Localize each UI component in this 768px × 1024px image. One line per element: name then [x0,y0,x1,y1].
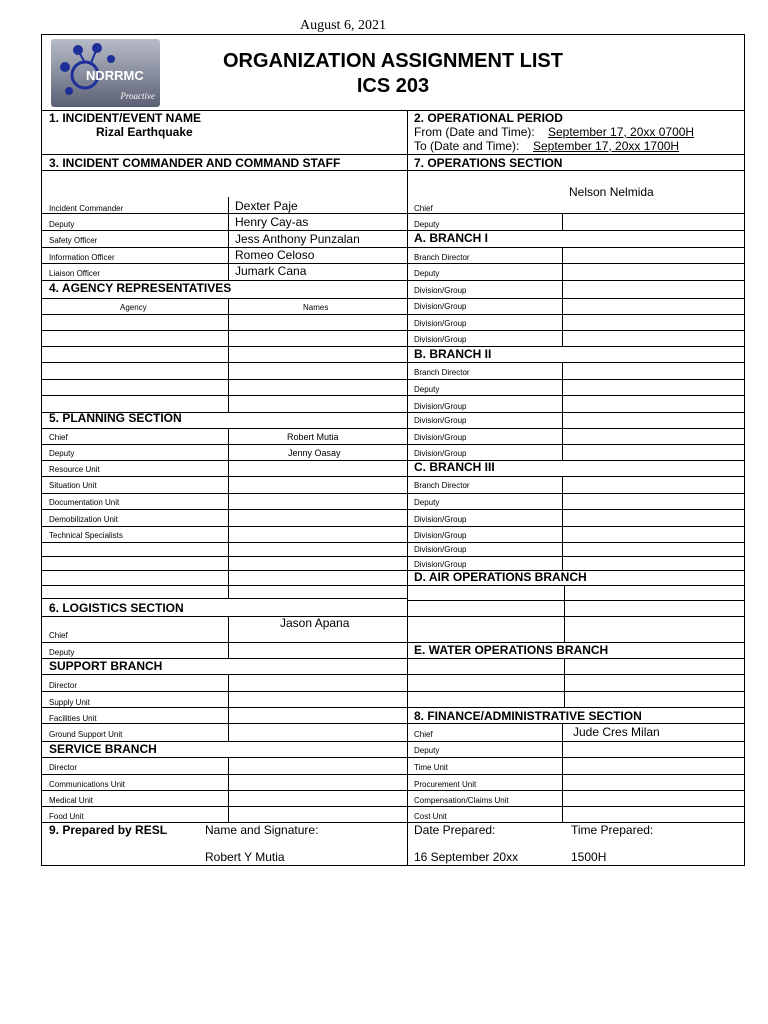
role-label: Division/Group [414,319,467,328]
command-staff-heading: 3. INCIDENT COMMANDER AND COMMAND STAFF [49,156,341,170]
role-label: Chief [49,631,68,640]
role-label: Situation Unit [49,481,97,490]
op-to-label: To (Date and Time): [414,139,520,153]
role-label: Director [49,763,78,772]
date-prepared-value: 16 September 20xx [414,850,519,864]
incident-name-heading: 1. INCIDENT/EVENT NAME [49,111,202,125]
agency-reps-heading: 4. AGENCY REPRESENTATIVES [49,281,232,295]
finance-section-heading: 8. FINANCE/ADMINISTRATIVE SECTION [414,709,642,723]
time-prepared-value: 1500H [571,850,607,864]
role-label: Food Unit [49,812,84,821]
role-label: Deputy [414,498,440,507]
staff-name: Henry Cay-as [235,215,309,229]
water-operations-heading: E. WATER OPERATIONS BRANCH [414,643,609,657]
logistics-section-heading: 6. LOGISTICS SECTION [49,601,184,615]
role-label: Facilities Unit [49,714,97,723]
role-label: Ground Support Unit [49,730,123,739]
role-label: Incident Commander [49,204,124,213]
role-label: Director [49,681,78,690]
staff-name: Jenny Oasay [288,448,341,458]
role-label: Division/Group [414,531,467,540]
preparer-name: Robert Y Mutia [205,850,285,864]
support-branch-heading: SUPPORT BRANCH [49,659,163,673]
role-label: Communications Unit [49,780,126,789]
role-label: Supply Unit [49,698,90,707]
op-from-value: September 17, 20xx 0700H [548,125,695,139]
planning-section-heading: 5. PLANNING SECTION [49,411,182,425]
role-label: Division/Group [414,335,467,344]
role-label: Division/Group [414,545,467,554]
role-label: Deputy [414,385,440,394]
role-label: Division/Group [414,433,467,442]
role-label: Deputy [414,746,440,755]
role-label: Deputy [49,648,75,657]
staff-name: Dexter Paje [235,199,298,213]
branch-a-heading: A. BRANCH I [414,231,488,245]
page-title: ORGANIZATION ASSIGNMENT LIST [223,50,563,72]
prepared-by-heading: 9. Prepared by RESL [49,823,168,837]
role-label: Documentation Unit [49,498,120,507]
role-label: Branch Director [414,481,470,490]
role-label: Deputy [414,269,440,278]
op-from-label: From (Date and Time): [414,125,535,139]
role-label: Chief [414,730,433,739]
role-label: Deputy [49,220,75,229]
document-date: August 6, 2021 [300,18,386,33]
role-label: Division/Group [414,302,467,311]
role-label: Division/Group [414,560,467,569]
role-label: Liaison Officer [49,269,100,278]
ndrrmc-logo [51,39,160,107]
role-label: Compensation/Claims Unit [414,796,509,805]
operational-period-heading: 2. OPERATIONAL PERIOD [414,111,563,125]
staff-name: Nelson Nelmida [569,185,654,199]
svg-text:Proactive: Proactive [120,91,155,101]
role-label: Medical Unit [49,796,94,805]
staff-name: Jude Cres Milan [573,725,660,739]
incident-name-value: Rizal Earthquake [96,125,193,139]
role-label: Division/Group [414,449,467,458]
role-label: Deputy [49,449,75,458]
branch-c-heading: C. BRANCH III [414,460,495,474]
date-prepared-label: Date Prepared: [414,823,496,837]
name-signature-label: Name and Signature: [205,823,319,837]
agency-column-header: Agency [120,303,147,312]
role-label: Safety Officer [49,236,98,245]
branch-b-heading: B. BRANCH II [414,347,492,361]
role-label: Division/Group [414,286,467,295]
air-operations-heading: D. AIR OPERATIONS BRANCH [414,570,587,584]
role-label: Chief [414,204,433,213]
role-label: Technical Specialists [49,531,123,540]
role-label: Division/Group [414,402,467,411]
time-prepared-label: Time Prepared: [571,823,654,837]
page-subtitle: ICS 203 [356,75,430,97]
role-label: Chief [49,433,68,442]
role-label: Division/Group [414,515,467,524]
role-label: Division/Group [414,416,467,425]
service-branch-heading: SERVICE BRANCH [49,742,157,756]
staff-name: Jess Anthony Punzalan [235,232,360,246]
svg-text:NDRRMC: NDRRMC [86,68,144,83]
role-label: Branch Director [414,368,470,377]
role-label: Demobilization Unit [49,515,118,524]
staff-name: Jumark Cana [235,264,307,278]
staff-name: Romeo Celoso [235,248,315,262]
names-column-header: Names [303,303,329,312]
role-label: Cost Unit [414,812,447,821]
staff-name: Robert Mutia [287,432,339,442]
role-label: Time Unit [414,763,448,772]
operations-section-heading: 7. OPERATIONS SECTION [414,156,563,170]
role-label: Information Officer [49,253,115,262]
role-label: Branch Director [414,253,470,262]
op-to-value: September 17, 20xx 1700H [533,139,680,153]
role-label: Deputy [414,220,440,229]
staff-name: Jason Apana [280,616,350,630]
role-label: Procurement Unit [414,780,477,789]
role-label: Resource Unit [49,465,100,474]
